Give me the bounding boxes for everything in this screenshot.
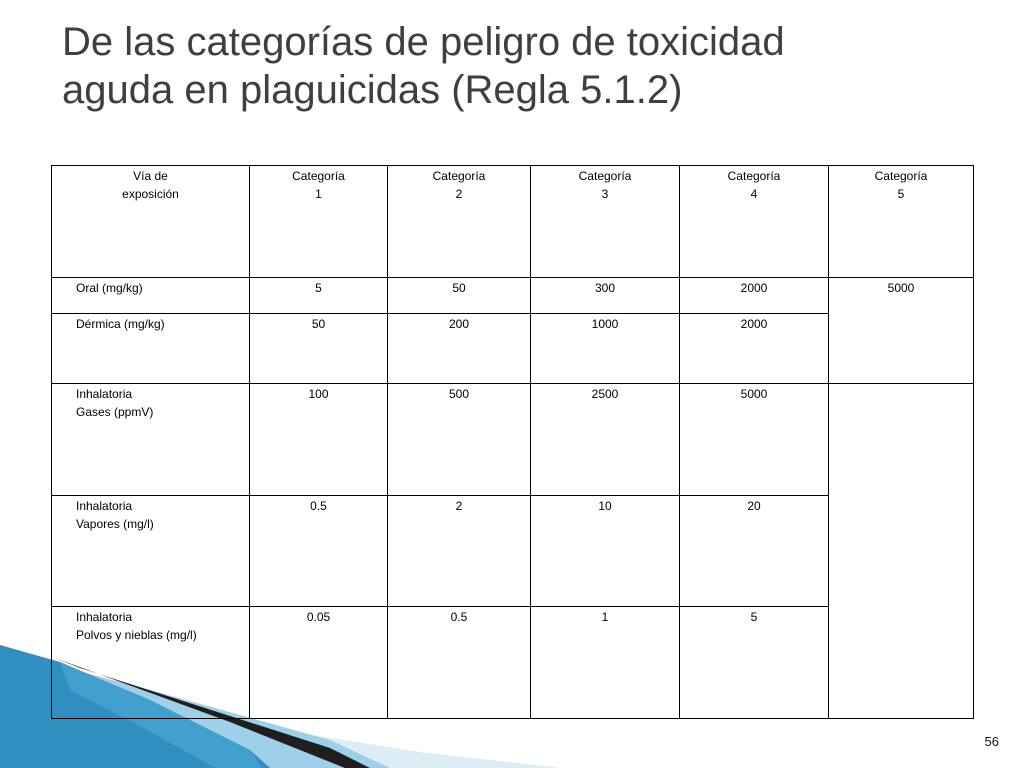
header-category-label: Categoría [578,169,632,183]
table-row-oral [52,278,974,314]
value-cell: 1000 [531,314,680,384]
table-row-inhalation-gases [52,384,974,496]
value-cell: 2 [388,496,531,607]
header-cell-route [52,166,250,278]
row-label-cell [52,496,250,607]
value-cell: 0.5 [388,607,531,719]
value-cell: 50 [250,314,388,384]
header-route-line-2: exposición [122,187,179,201]
value-cell: 200 [388,314,531,384]
header-category-label: Categoría [727,169,781,183]
row-label-cell [52,314,250,384]
table-header-row [52,166,974,278]
header-category-number: 3 [601,187,609,201]
value-cell: 50 [388,278,531,314]
toxicity-table [51,165,974,719]
row-label-line-2: Gases (ppmV) [76,405,154,419]
row-label-line-1: Inhalatoria [76,387,133,401]
value-cell: 1 [531,607,680,719]
value-cell: 100 [250,384,388,496]
slide-title [62,18,962,114]
row-label-cell [52,278,250,314]
header-category-number: 1 [315,187,322,201]
slide-title-line-1: De las categorías de peligro de toxicidad [62,20,785,64]
value-cell: 2500 [531,384,680,496]
value-cell: 2000 [680,314,829,384]
header-category-number: 2 [455,187,463,201]
row-label-line-2: Polvos y nieblas (mg/l) [76,628,197,642]
header-route-line-1: Vía de [133,169,168,183]
value-cell: 5 [250,278,388,314]
value-cell: 10 [531,496,680,607]
value-cell: 300 [531,278,680,314]
header-category-number: 4 [750,187,758,201]
header-cell-category-2 [388,166,531,278]
row-label-line-1: Dérmica (mg/kg) [76,317,165,331]
header-category-label: Categoría [292,169,345,183]
header-cell-category-5 [829,166,974,278]
page-number: 56 [984,734,999,749]
value-cell: 500 [388,384,531,496]
header-category-label: Categoría [432,169,486,183]
value-cell: 0.05 [250,607,388,719]
row-label-line-1: Inhalatoria [76,499,133,513]
row-label-cell [52,384,250,496]
category-5-empty-cell [829,384,974,719]
value-cell: 20 [680,496,829,607]
header-cell-category-1 [250,166,388,278]
value-cell: 0.5 [250,496,388,607]
header-category-number: 5 [897,187,905,201]
header-category-label: Categoría [874,169,928,183]
slide-title-line-2: aguda en plaguicidas (Regla 5.1.2) [62,68,683,112]
category-5-value-cell: 5000 [829,278,974,384]
header-cell-category-3 [531,166,680,278]
header-cell-category-4 [680,166,829,278]
row-label-line-2: Vapores (mg/l) [76,517,154,531]
value-cell: 5000 [680,384,829,496]
row-label-line-1: Oral (mg/kg) [76,281,143,295]
value-cell: 2000 [680,278,829,314]
row-label-cell [52,607,250,719]
row-label-line-1: Inhalatoria [76,610,133,624]
value-cell: 5 [680,607,829,719]
